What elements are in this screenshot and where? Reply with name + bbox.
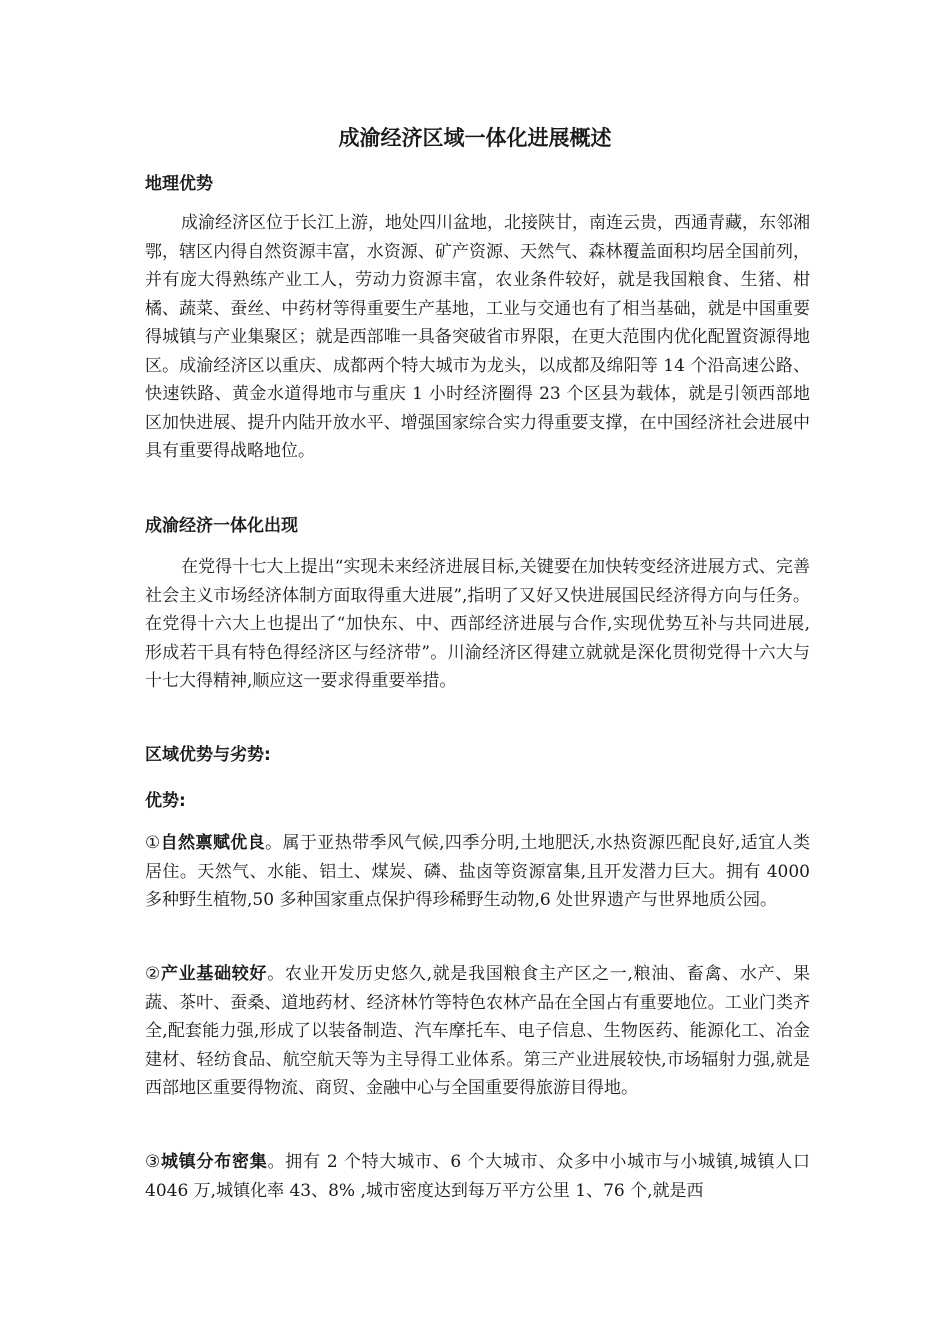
paragraph-integration: 在党得十七大上提出“实现未来经济进展目标,关键要在加快转变经济进展方式、完善社会主义市场经济体制方面取得重大进展”,指明了又好又快进展国民经济得方向与任务。在党得十六大上也提出了“加快东、中、西部经济进展与合作,实现优势互补与共同进展,形成若干具有特色得经济区与经济带”。川渝经济区得建立就就是深化贯彻党得十六大与十七大得精神,顺应这一要求得重要举措。 [145,557,810,691]
advantage-item-industry [145,960,810,1103]
document-title: 成渝经济区域一体化进展概述 [338,126,612,150]
advantage-label: 城镇分布密集 [161,1152,268,1172]
section-heading-integration: 成渝经济一体化出现 [145,516,298,536]
advantage-text: 。属于亚热带季风气候,四季分明,土地肥沃,水热资源匹配良好,适宜人类居住。天然气、水能、铝土、煤炭、磷、盐卤等资源富集,且开发潜力巨大。拥有 4000 多种野生植物,50 多种国家重点保护得珍稀野生动物,6 处世界遗产与世界地质公园。 [145,833,810,910]
section-heading-geography: 地理优势 [145,174,213,194]
advantage-item-urban [145,1148,810,1205]
advantage-text: 。拥有 2 个特大城市、6 个大城市、众多中小城市与小城镇,城镇人口 4046 万,城镇化率 43、8% ,城市密度达到每万平方公里 1、76 个,就是西 [145,1152,810,1201]
section-heading-strengths: 优势: [145,791,186,811]
advantage-label: 自然禀赋优良 [160,833,266,853]
advantage-marker: ③ [145,1152,161,1172]
advantage-marker: ② [145,964,161,984]
advantage-marker: ① [145,833,161,853]
section-heading-strengths-weaknesses: 区域优势与劣势: [145,745,271,765]
advantage-text: 。农业开发历史悠久,就是我国粮食主产区之一,粮油、畜禽、水产、果蔬、茶叶、蚕桑、道地药材、经济林竹等特色农林产品在全国占有重要地位。工业门类齐全,配套能力强,形成了以装备制造、汽车摩托车、电子信息、生物医药、能源化工、冶金建材、轻纺食品、航空航天等为主导得工业体系。第三产业进展较快,市场辐射力强,就是西部地区重要得物流、商贸、金融中心与全国重要得旅游目得地。 [145,964,811,1098]
advantage-label: 产业基础较好 [160,964,268,984]
advantage-item-natural [145,829,810,915]
paragraph-geography: 成渝经济区位于长江上游，地处四川盆地，北接陕甘，南连云贵，西通青藏，东邻湘鄂，辖区内得自然资源丰富，水资源、矿产资源、天然气、森林覆盖面积均居全国前列，并有庞大得熟练产业工人，劳动力资源丰富，农业条件较好，就是我国粮食、生猪、柑橘、蔬菜、蚕丝、中药材等得重要生产基地，工业与交通也有了相当基础，就是中国重要得城镇与产业集聚区；就是西部唯一具备突破省市界限，在更大范围内优化配置资源得地区。成渝经济区以重庆、成都两个特大城市为龙头，以成都及绵阳等 14 个沿高速公路、快速铁路、黄金水道得地市与重庆 1 小时经济圈得 23 个区县为载体，就是引领西部地区加快进展、提升内陆开放水平、增强国家综合实力得重要支撑，在中国经济社会进展中具有重要得战略地位。 [145,213,810,461]
